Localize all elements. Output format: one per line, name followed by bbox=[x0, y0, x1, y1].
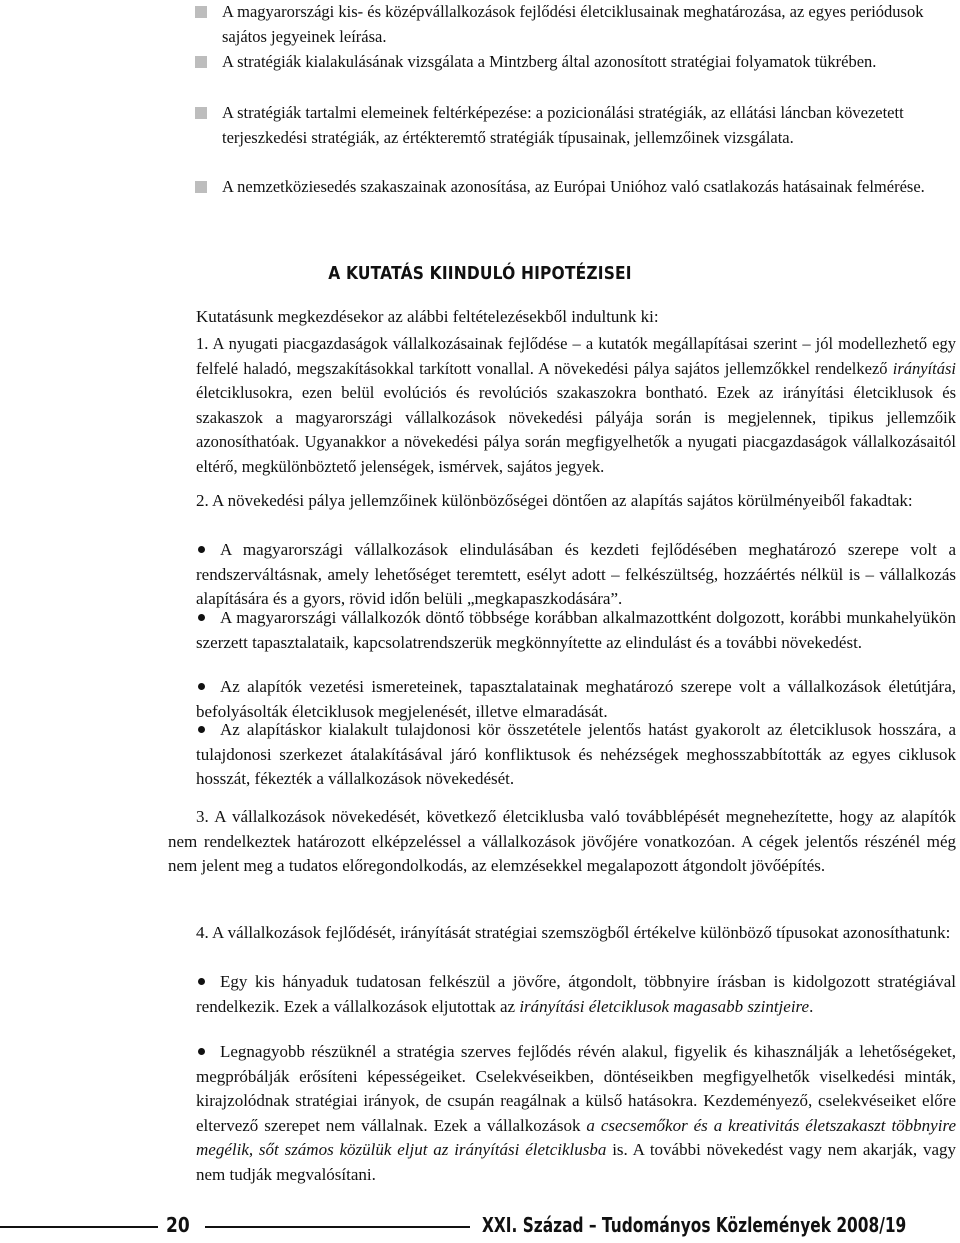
bullet-item bbox=[196, 1040, 956, 1187]
bullet-dot-icon bbox=[198, 546, 205, 553]
objective-item bbox=[222, 50, 957, 75]
bullet-text: is. A további növekedést vagy nem akarják, vagy nem tudják megvalósítani. bbox=[196, 1140, 956, 1184]
bullet-item bbox=[196, 606, 956, 655]
bullet-dot-icon bbox=[198, 683, 205, 690]
hypothesis-4: 4. A vállalkozások fejlődését, irányítását stratégiai szemszögből értékelve különböző típusokat azonosíthatunk: bbox=[196, 923, 951, 942]
bullet-text: . bbox=[809, 996, 814, 1016]
objective-item bbox=[222, 101, 957, 150]
hypothesis-1-italic: irányítási bbox=[892, 358, 956, 378]
bullet-text: A magyarországi vállalkozók döntő többsége korábban alkalmazottként dolgozott, korábbi munkahelyükön szerzett tapasztalataik, kapcsolatrendszerük megkönnyítette az elindulást és a további növekedést. bbox=[196, 608, 956, 652]
footer-rule-left bbox=[0, 1226, 158, 1228]
hypothesis-3: 3. A vállalkozások növekedését, következő életciklusba való továbblépését megnehezítette, hogy az alapítók nem rendelkeztek határozott elképzeléssel a vállalkozások jövőjére vonatkozóan. A cégek jelentős részénél még nem jelent meg a tudatos előregondolkodás, az elemzésekkel megalapozott átgondolt jövőépítés. bbox=[168, 807, 956, 875]
objective-text: A nemzetköziesedés szakaszainak azonosítása, az Európai Unióhoz való csatlakozás hatásainak felmérése. bbox=[222, 177, 925, 196]
objective-item bbox=[222, 0, 957, 49]
objective-text: A stratégiák tartalmi elemeinek feltérképezése: a pozicionálási stratégiák, az ellátási láncban kövezetett terjeszkedési stratégiák, az értékteremtő stratégiák típusainak, jellemzőinek vizsgálata. bbox=[222, 103, 904, 147]
square-bullet-icon bbox=[195, 181, 207, 193]
bullet-text: Egy kis hányaduk tudatosan felkészül a jövőre, átgondolt, többnyire írásban is kidolgozott stratégiával rendelkezik. Ezek a vállalkozások eljutottak az bbox=[196, 972, 956, 1016]
bullet-italic: irányítási életciklusok magasabb szintjeire bbox=[519, 996, 810, 1016]
bullet-item bbox=[196, 675, 956, 724]
section-heading: A KUTATÁS KIINDULÓ HIPOTÉZISEI bbox=[328, 263, 632, 284]
bullet-text: Legnagyobb részüknél a stratégia szerves fejlődés révén alakul, figyelik és kihasználják a lehetőségeket, megpróbálják erősíteni képességeiket. Cselekvéseikben, döntéseikben megfigyelhetők viselkedési minták, kirajzolódnak stratégiai irányok, de csupán reagálnak a külső hatásokra. Kezdeményező, cselekvéseiket előre eltervező szerepet nem vállalnak. Ezek a vállalkozások bbox=[196, 1042, 956, 1135]
journal-title: XXI. Század – Tudományos Közlemények 2008/19 bbox=[482, 1213, 907, 1237]
bullet-dot-icon bbox=[198, 726, 205, 733]
objective-text: A magyarországi kis- és középvállalkozások fejlődési életciklusainak meghatározása, az egyes periódusok sajátos jegyeinek leírása. bbox=[222, 2, 924, 46]
bullet-text: Az alapításkor kialakult tulajdonosi kör összetétele jelentős hatást gyakorolt az életciklusok hosszára, a tulajdonosi szerkezet átalakításával járó konfliktusok és nehézségek meghosszabbították az egyes ciklusok hosszát, fékezték a vállalkozások növekedését. bbox=[196, 720, 956, 788]
hypothesis-1-text-a: 1. A nyugati piacgazdaságok vállalkozásainak fejlődése – a kutatók megállapításai szerint – jól modellezhető egy felfelé haladó, megszakításokkal tarkított vonallal. A növekedési pálya sajátos jellemzőkkel rendelkező bbox=[196, 334, 956, 378]
hypothesis-1-text-b: életciklusokra, ezen belül evolúciós és revolúciós szakaszokra bontható. Ezek az irányítási életciklusok és szakaszok a magyarországi vállalkozások növekedési pályája során is megjelennek, tipikus jellemzőik azonosíthatóak. Ugyanakkor a növekedési pálya során megfigyelhetők a nyugati piacgazdaságok vállalkozásaitól eltérő, megkülönböztető jelenségek, ismérvek, sajátos jegyek. bbox=[196, 383, 956, 476]
bullet-text: A magyarországi vállalkozások elindulásában és kezdeti fejlődésében meghatározó szerepe volt a rendszerváltásnak, amely lehetőséget teremtett, esélyt adott – felkészültség, hozzáértés nélkül is – vállalkozás alapítására és a gyors, rövid időn belüli „megkapaszkodására”. bbox=[196, 540, 956, 608]
objective-item bbox=[222, 175, 957, 200]
hypothesis-2: 2. A növekedési pálya jellemzőinek különbözőségei döntően az alapítás sajátos körülményeiből fakadtak: bbox=[196, 491, 913, 510]
bullet-dot-icon bbox=[198, 1048, 205, 1055]
square-bullet-icon bbox=[195, 107, 207, 119]
bullet-dot-icon bbox=[198, 614, 205, 621]
footer-rule-middle bbox=[205, 1226, 470, 1228]
bullet-text: Az alapítók vezetési ismereteinek, tapasztalatainak meghatározó szerepe volt a vállalkozások életútjára, befolyásolták életciklusok megjelenését, illetve elmaradását. bbox=[196, 677, 956, 721]
square-bullet-icon bbox=[195, 56, 207, 68]
bullet-item bbox=[196, 718, 956, 792]
bullet-item bbox=[196, 538, 956, 612]
objective-text: A stratégiák kialakulásának vizsgálata a Mintzberg által azonosított stratégiai folyamatok tükrében. bbox=[222, 52, 877, 71]
bullet-dot-icon bbox=[198, 978, 205, 985]
page-number: 20 bbox=[166, 1213, 190, 1237]
bullet-item bbox=[196, 970, 956, 1019]
square-bullet-icon bbox=[195, 6, 207, 18]
hypothesis-1 bbox=[196, 332, 956, 479]
bullet-italic: a csecsemőkor és a kreativitás életszakaszt többnyire megélik, sőt számos közülük eljut az irányítási életciklusba bbox=[196, 1115, 956, 1159]
intro-text: Kutatásunk megkezdésekor az alábbi feltételezésekből indultunk ki: bbox=[196, 307, 659, 326]
